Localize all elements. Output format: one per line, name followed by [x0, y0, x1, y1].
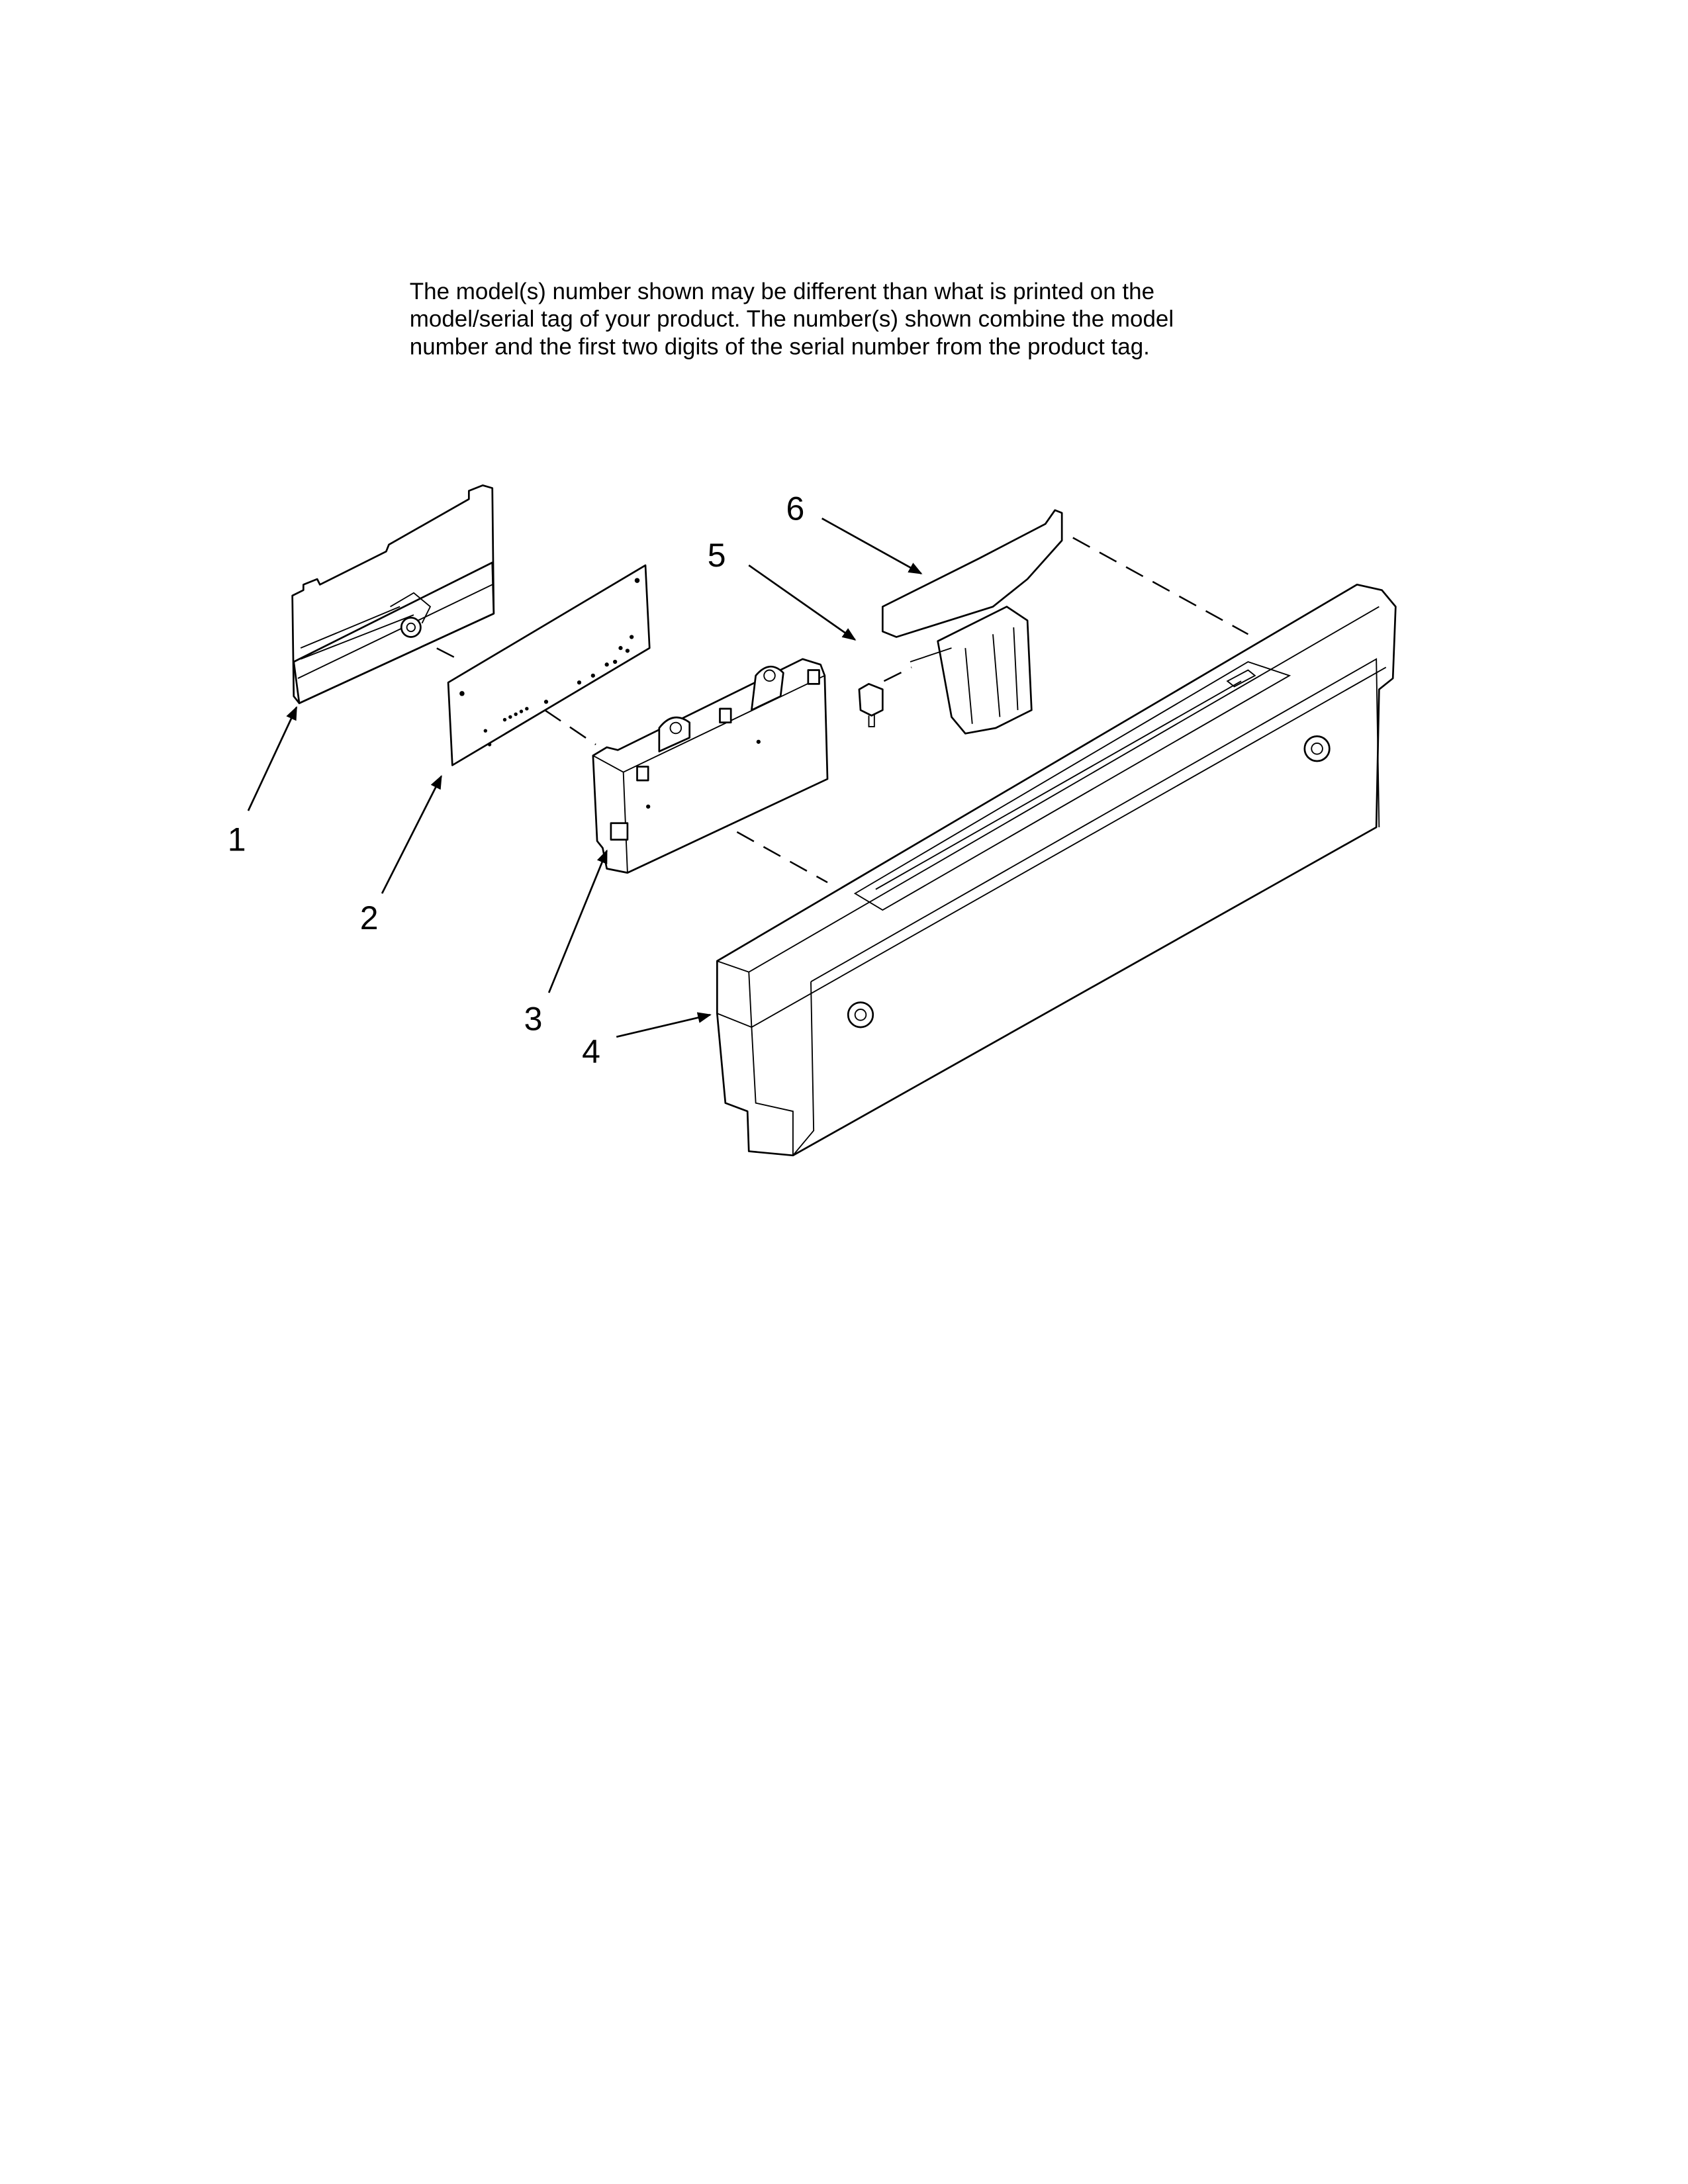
note-line-1: The model(s) number shown may be different than what is printed on the	[409, 279, 1155, 305]
model-number-note	[410, 279, 1174, 359]
panel-button-left	[848, 1003, 873, 1028]
callout-6: 6	[786, 490, 805, 527]
part-1-bracket	[293, 485, 494, 703]
callout-4: 4	[582, 1033, 600, 1071]
callout-5: 5	[707, 537, 726, 574]
part-5-switch	[859, 684, 882, 727]
part-6-latch	[882, 510, 1062, 734]
callout-2: 2	[359, 899, 379, 937]
part-3-control-housing	[593, 659, 827, 873]
panel-button-right	[1305, 737, 1330, 762]
note-line-2: model/serial tag of your product. The number(s) shown combine the model	[409, 306, 1174, 332]
callout-1: 1	[227, 821, 246, 858]
callout-3: 3	[524, 1000, 543, 1038]
note-line-3: number and the first two digits of the serial number from the product tag.	[409, 334, 1150, 360]
